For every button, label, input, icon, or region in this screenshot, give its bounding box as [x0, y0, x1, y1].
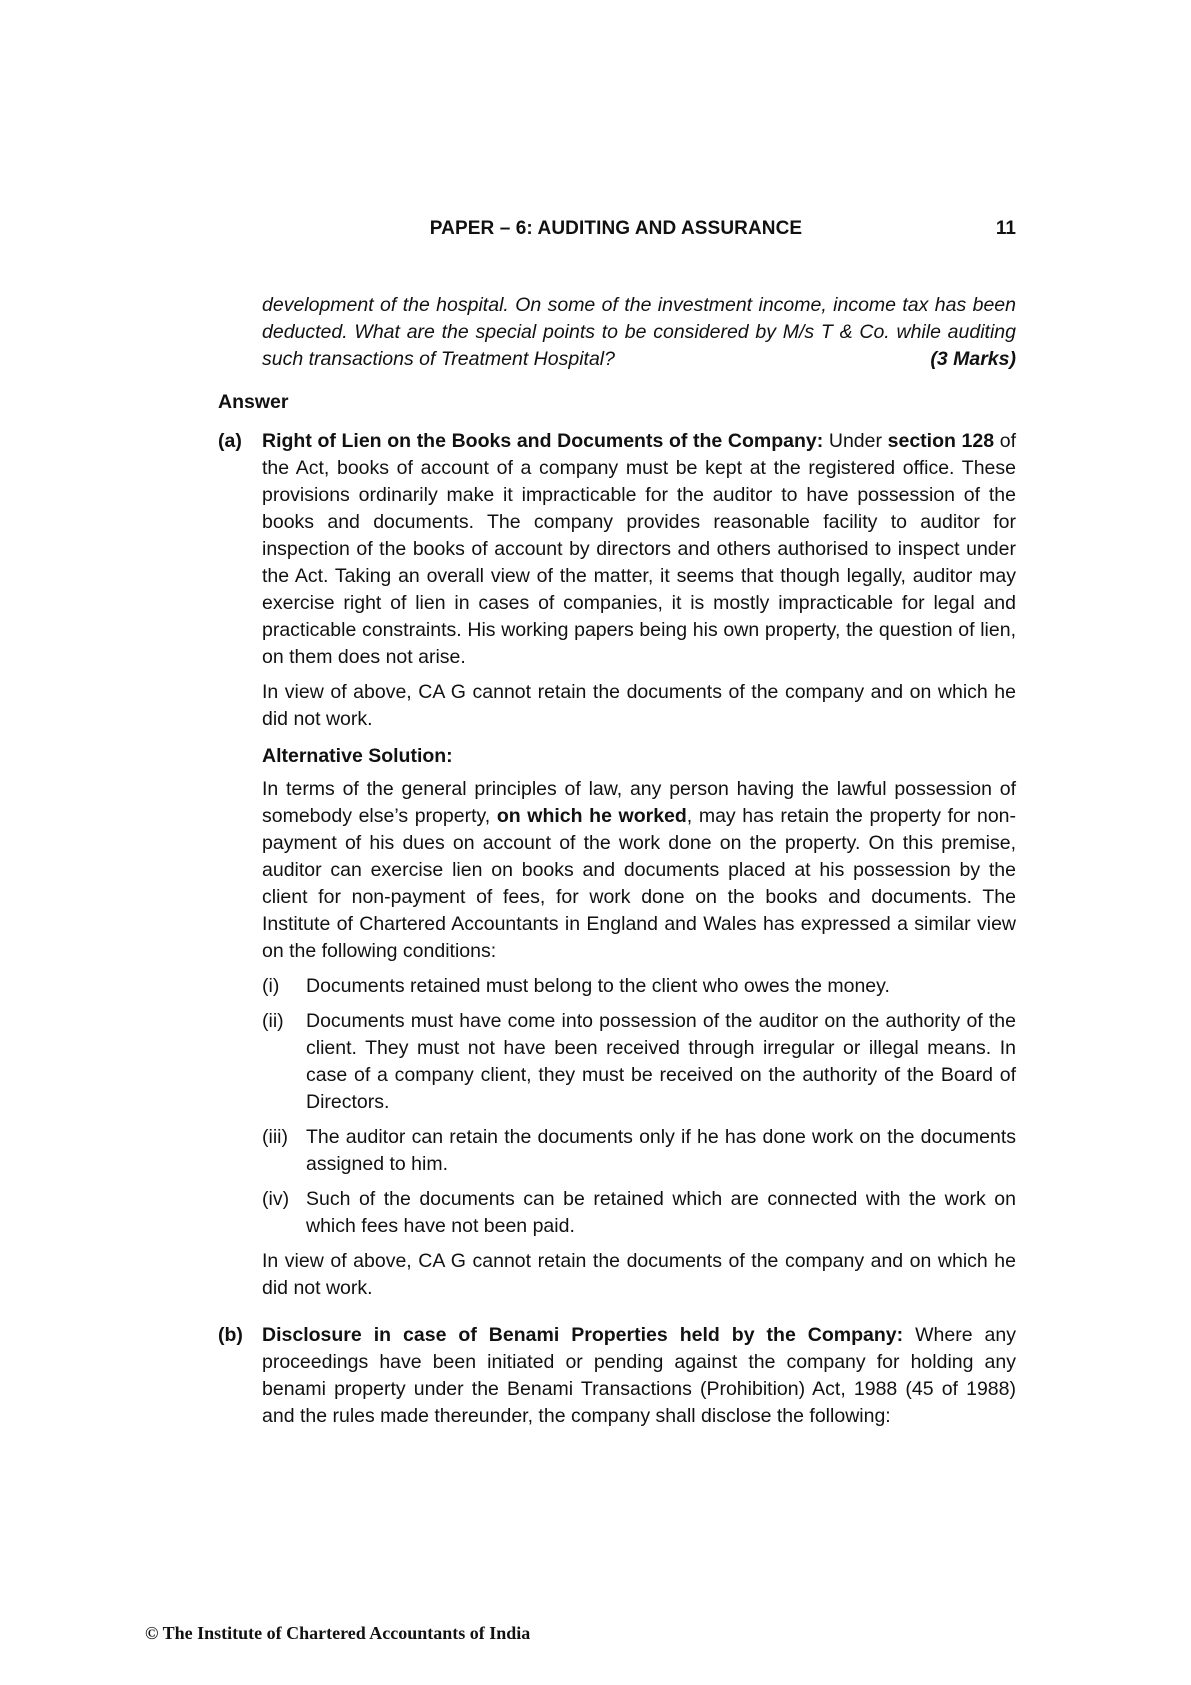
- alternative-solution-paragraph: [262, 776, 1016, 965]
- part-a-label: (a): [218, 430, 242, 452]
- part-b-paragraph: [262, 1322, 1016, 1430]
- paper-title: PAPER – 6: AUDITING AND ASSURANCE: [429, 218, 803, 239]
- condition-item: [262, 973, 1016, 1000]
- alt-post: , may has retain the property for non-payment of his dues on account of the work done on the property. On this premise, auditor can exercise lien on books and documents placed at his possession by the client for non-payment of fees, for work done on the books and documents. The Institute of Chartered Accountants in England and Wales has expressed a similar view on the following conditions:: [262, 805, 1017, 962]
- condition-text: The auditor can retain the documents only if he has done work on the documents assigned to him.: [306, 1126, 1016, 1175]
- condition-text: Such of the documents can be retained which are connected with the work on which fees have not been paid.: [306, 1188, 1016, 1237]
- answer-part-a: [218, 428, 1016, 1310]
- part-a-paragraph-1: [262, 428, 1016, 671]
- question-text: development of the hospital. On some of the investment income, income tax has been deducted. What are the special points to be considered by M/s T & Co. while auditing such transactions of Treatment Hospital?: [262, 294, 1016, 370]
- answer-part-b: [218, 1322, 1016, 1438]
- answer-heading: Answer: [218, 391, 289, 413]
- question-marks: (3 Marks): [930, 348, 1016, 370]
- alternative-solution-heading: Alternative Solution:: [262, 745, 453, 767]
- condition-text: Documents must have come into possession of the auditor on the authority of the client. They must not have been received through irregular or illegal means. In case of a company client, they must be received on the authority of the Board of Directors.: [306, 1010, 1016, 1113]
- copyright-footer: © The Institute of Chartered Accountants of India: [145, 1623, 531, 1643]
- section-reference: section 128: [887, 430, 995, 452]
- condition-item: [262, 1186, 1016, 1240]
- condition-number: (iii): [262, 1126, 288, 1148]
- page-number: 11: [995, 218, 1016, 239]
- part-b-label: (b): [218, 1324, 243, 1346]
- condition-number: (iv): [262, 1188, 290, 1210]
- part-a-p1-post: of the Act, books of account of a company must be kept at the registered office. These provisions ordinarily make it impracticable for the auditor to have possession of the books and documents. The company provides reasonable facility to auditor for inspection of the books of account by directors and others authorised to inspect under the Act. Taking an overall view of the matter, it seems that though legally, auditor may exercise right of lien in cases of companies, it is mostly impracticable for legal and practicable constraints. His working papers being his own property, the question of lien, on them does not arise.: [262, 430, 1016, 668]
- condition-text: Documents retained must belong to the client who owes the money.: [306, 975, 890, 997]
- part-a-paragraph-2: In view of above, CA G cannot retain the documents of the company and on which he did not work.: [262, 681, 1016, 730]
- condition-number: (ii): [262, 1010, 284, 1032]
- page-header: [216, 218, 1016, 244]
- part-b-body: [262, 1322, 1016, 1438]
- part-a-body: [262, 428, 1016, 1310]
- part-b-heading: Disclosure in case of Benami Properties held by the Company:: [262, 1324, 904, 1346]
- conditions-list: [262, 973, 1016, 1240]
- page-content: [218, 292, 1016, 1438]
- part-b-text: Where any proceedings have been initiated or pending against the company for holding any benami property under the Benami Transactions (Prohibition) Act, 1988 (45 of 1988) and the rules made thereunder, the company shall disclose the following:: [262, 1324, 1016, 1427]
- question-tail: [262, 292, 1016, 373]
- condition-item: [262, 1008, 1016, 1116]
- part-a-p1-pre: Under: [828, 430, 882, 452]
- condition-number: (i): [262, 975, 280, 997]
- part-a-conclusion: In view of above, CA G cannot retain the documents of the company and on which he did not work.: [262, 1250, 1016, 1299]
- condition-item: [262, 1124, 1016, 1178]
- part-a-heading: Right of Lien on the Books and Documents of the Company:: [262, 430, 824, 452]
- alt-pre: In terms of the general principles of law, any person having the lawful possession of somebody else’s property,: [262, 778, 1016, 827]
- alt-bold: on which he worked: [496, 805, 687, 827]
